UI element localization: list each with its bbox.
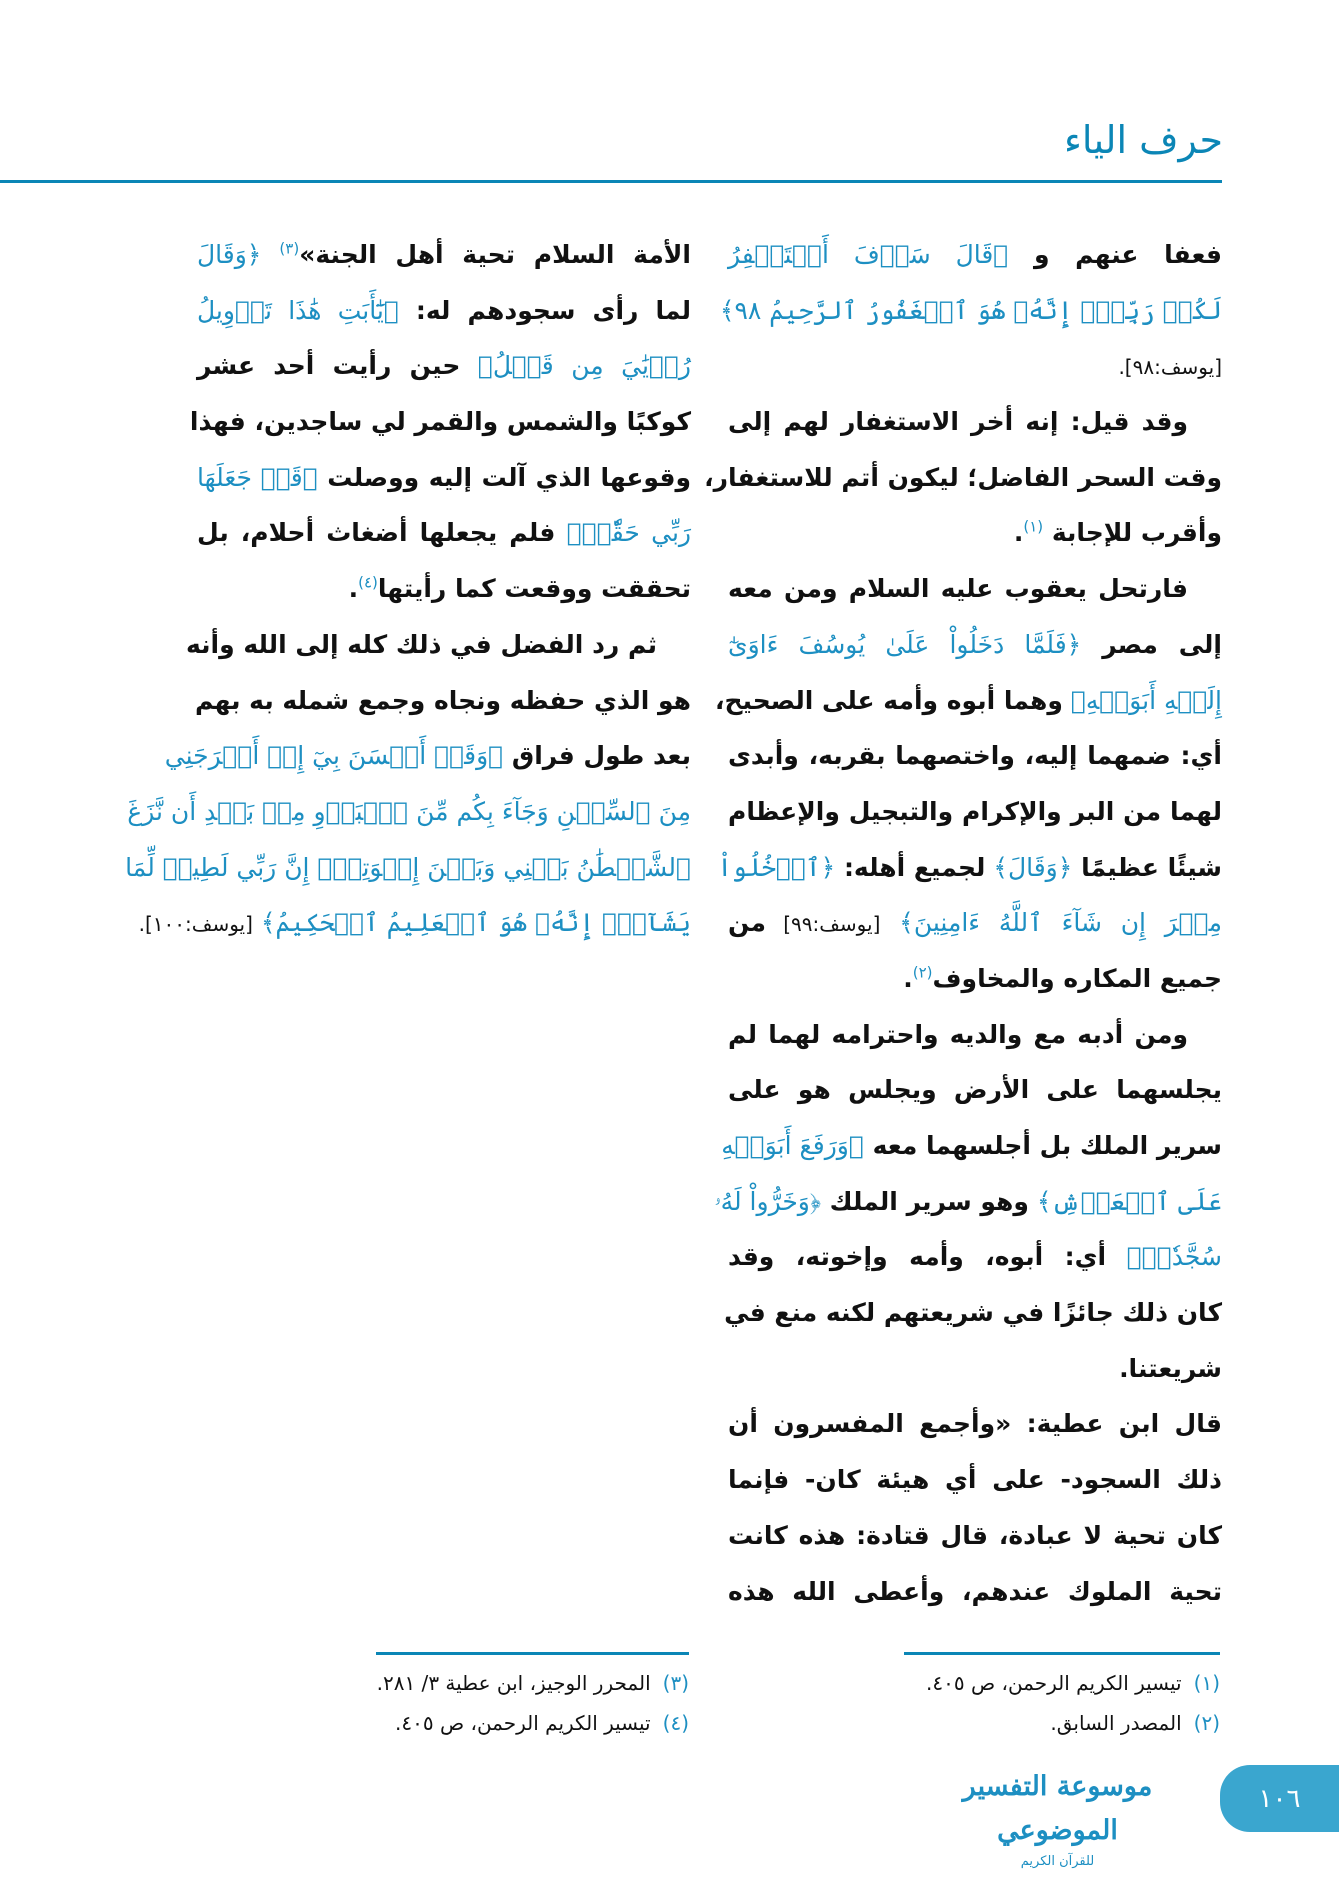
footnote-number: (١) [1193,1671,1220,1695]
body-text: أي: أبوه، وأمه وإخوته، وقد [728,1242,1107,1272]
chapter-title: حرف الياء [1064,118,1223,162]
text-line [728,951,1222,1007]
text-line [728,1341,1222,1397]
text-line [197,450,691,506]
quran-verse: ﴿قَدۡ جَعَلَهَا [197,462,318,492]
quran-verse: يَشَآءُۚ إِنَّهُۥ هُوَ ٱلۡعَلِيمُ ٱلۡحَكِيمُ﴾ [252,908,691,938]
text-line [717,840,1222,896]
footnotes-left [377,1663,689,1743]
footnote-marker[interactable]: (٣) [279,239,300,258]
body-text: لجميع أهله: [835,852,986,882]
text-line [194,673,691,729]
body-text: تحية الملوك عندهم، وأعطى الله هذه [728,1576,1222,1606]
body-text: تحققت ووقعت كما رأيتها [377,574,691,604]
verse-reference: [يوسف:١٠٠]. [138,912,253,937]
text-line [728,784,1222,840]
footnote-divider-right [904,1652,1220,1655]
body-text: . [1013,518,1024,548]
quran-verse: رُءۡيَٰيَ مِن قَبۡلُ﴾ [460,351,691,381]
footnote-divider-left [376,1652,689,1655]
body-text: وهما أبوه وأمه على الصحيح، [715,685,1063,715]
text-line [138,895,691,951]
body-text: وهو سرير الملك [820,1186,1029,1216]
logo-subtitle: للقرآن الكريم [1020,1854,1095,1869]
text-line [728,338,1222,394]
text-line [164,728,691,784]
quran-verse: إِلَيۡهِ أَبَوَيۡهِ﴾ [1062,685,1222,715]
text-line [728,1508,1222,1564]
verse-reference: [يوسف:٩٨]. [1118,355,1222,380]
quran-verse: عَلَى ٱلۡعَرۡشِ﴾ [1028,1186,1222,1216]
footnote-item [926,1703,1220,1743]
body-text: سرير الملك بل أجلسهما معه [863,1131,1222,1160]
text-line [728,394,1222,450]
quran-verse: ﴿ٱدۡخُلُواْ [717,852,836,882]
quran-verse: ﴿وَقَالَ [197,240,280,269]
body-text: فارتحل يعقوب عليه السلام ومن معه [728,574,1188,604]
quran-verse: لَكُمۡ رَبِّيٓۖ إِنَّهُۥ هُوَ ٱلۡغَفُورُ ٱلرَّحِيمُ ٩٨﴾ [719,295,1222,325]
body-text: كان تحية لا عبادة، قال قتادة: هذه كانت [728,1520,1222,1550]
text-line [719,283,1222,339]
body-text: هو الذي حفظه ونجاه وجمع شمله به بهم [194,685,691,715]
right-text-column [704,227,1223,1619]
quran-verse: رَبِّي حَقّٗاۖ﴾ [555,518,691,548]
text-line [728,617,1222,673]
footnote-text: المصدر السابق. [1050,1711,1182,1735]
text-line [197,561,691,617]
body-text: وقوعها الذي آلت إليه ووصلت [317,462,692,492]
footnote-text: تيسير الكريم الرحمن، ص ٤٠٥. [926,1671,1182,1695]
quran-verse: سُجَّدٗاۖ﴾ [1106,1242,1222,1272]
body-text: من [728,908,766,938]
footnote-marker[interactable]: (٤) [358,573,378,592]
encyclopedia-logo [935,1765,1180,1869]
text-line [728,728,1222,784]
body-text: وأقرب للإجابة [1043,518,1222,548]
body-text: وقد قيل: إنه أخر الاستغفار لهم إلى [728,407,1188,437]
quran-verse: ﴿وَقَالَ﴾ [985,852,1073,882]
quran-verse: ﴿وَقَدۡ أَحۡسَنَ بِيٓ إِذۡ أَخۡرَجَنِي [164,741,504,771]
body-text: لما رأى سجودهم له: [398,295,691,325]
body-text: جميع المكاره والمخاوف [932,963,1222,993]
verse-reference: [يوسف:٩٩] [765,912,881,937]
text-line [728,227,1222,283]
left-text-column [125,227,692,951]
text-line [728,505,1222,561]
footnote-item [926,1663,1220,1703]
text-line [728,1452,1222,1508]
quran-verse: مِنَ ٱلسِّجۡنِ وَجَآءَ بِكُم مِّنَ ٱلۡبَدۡوِ مِنۢ بَعۡدِ أَن نَّزَغَ [127,796,691,826]
body-text: إلى مصر [1081,629,1222,659]
footnote-number: (٤) [662,1711,689,1735]
text-line [714,1174,1222,1230]
quran-verse: ﴿يَٰٓأَبَتِ هَٰذَا تَأۡوِيلُ [197,295,399,325]
text-line [197,283,691,339]
body-text: شريعتنا. [1119,1353,1222,1383]
body-text: فلم يجعلها أضغاث أحلام، بل [197,518,556,548]
text-line [728,1564,1222,1620]
text-line [724,1285,1222,1341]
body-text: يجلسهما على الأرض ويجلس هو على [728,1075,1222,1105]
text-line [197,227,691,283]
footnote-marker[interactable]: (٢) [912,963,933,982]
text-line [189,394,691,450]
quran-verse: مِصۡرَ إِن شَآءَ ٱللَّهُ ءَامِنِينَ﴾ [880,908,1222,938]
text-line [728,1229,1222,1285]
body-text: وقت السحر الفاضل؛ ليكون أتم للاستغفار، [704,462,1222,492]
footnote-item [377,1663,689,1703]
text-line [728,561,1222,617]
body-text: شيئًا عظيمًا [1072,852,1222,882]
text-line [728,895,1222,951]
text-line [125,840,691,896]
text-line [197,505,691,561]
body-text: لهما من البر والإكرام والتبجيل والإعظام [728,796,1222,826]
body-text: أي: ضمهما إليه، واختصهما بقربه، وأبدى [728,741,1222,771]
footnotes-right [926,1663,1220,1743]
text-line [715,673,1222,729]
footnote-marker[interactable]: (١) [1023,518,1044,537]
footnote-text: المحرر الوجيز، ابن عطية ٣/ ٢٨١. [376,1671,651,1695]
body-text: . [348,574,359,604]
header-divider [0,180,1222,183]
text-line [728,1062,1222,1118]
footnote-number: (٣) [662,1671,689,1695]
footnote-text: تيسير الكريم الرحمن، ص ٤٠٥. [395,1711,651,1735]
body-text: ومن أدبه مع والديه واحترامه لهما لم [728,1019,1188,1049]
quran-verse: ٱلشَّيۡطَٰنُ بَيۡنِي وَبَيۡنَ إِخۡوَتِيٓۚ إِنَّ رَبِّي لَطِيفٞ لِّمَا [125,852,691,882]
body-text: . [903,963,913,993]
logo-title: موسوعة التفسير الموضوعي [962,1771,1153,1846]
text-line [127,784,691,840]
text-line [728,1007,1222,1063]
body-text: بعد طول فراق [503,741,691,771]
text-line [728,1396,1222,1452]
page-number: ١٠٦ [1220,1765,1339,1832]
quran-verse: ﴿فَلَمَّا دَخَلُواْ عَلَىٰ يُوسُفَ ءَاوَىٰٓ [728,629,1082,659]
quran-verse: ﴿قَالَ سَوۡفَ أَسۡتَغۡفِرُ [728,240,1009,269]
body-text: قال ابن عطية: «وأجمع المفسرون أن [728,1409,1222,1439]
body-text: كان ذلك جائزًا في شريعتهم لكنه منع في [724,1298,1222,1328]
body-text: حين رأيت أحد عشر [197,351,461,381]
body-text: الأمة السلام تحية أهل الجنة» [299,240,691,269]
body-text: فعفا عنهم و [1008,240,1223,269]
text-line [721,1118,1222,1174]
text-line [704,450,1222,506]
footnote-number: (٢) [1193,1711,1220,1735]
text-line [185,617,691,673]
body-text: ذلك السجود- على أي هيئة كان- فإنما [728,1465,1222,1495]
quran-verse: ﴿وَرَفَعَ أَبَوَيۡهِ [721,1131,864,1160]
body-text: ثم رد الفضل في ذلك كله إلى الله وأنه [185,629,657,659]
body-text: كوكبًا والشمس والقمر لي ساجدين، فهذا [189,407,691,437]
footnote-item [377,1703,689,1743]
quran-verse: ﴿وَخَرُّواْ لَهُۥ [714,1186,821,1216]
text-line [197,338,691,394]
